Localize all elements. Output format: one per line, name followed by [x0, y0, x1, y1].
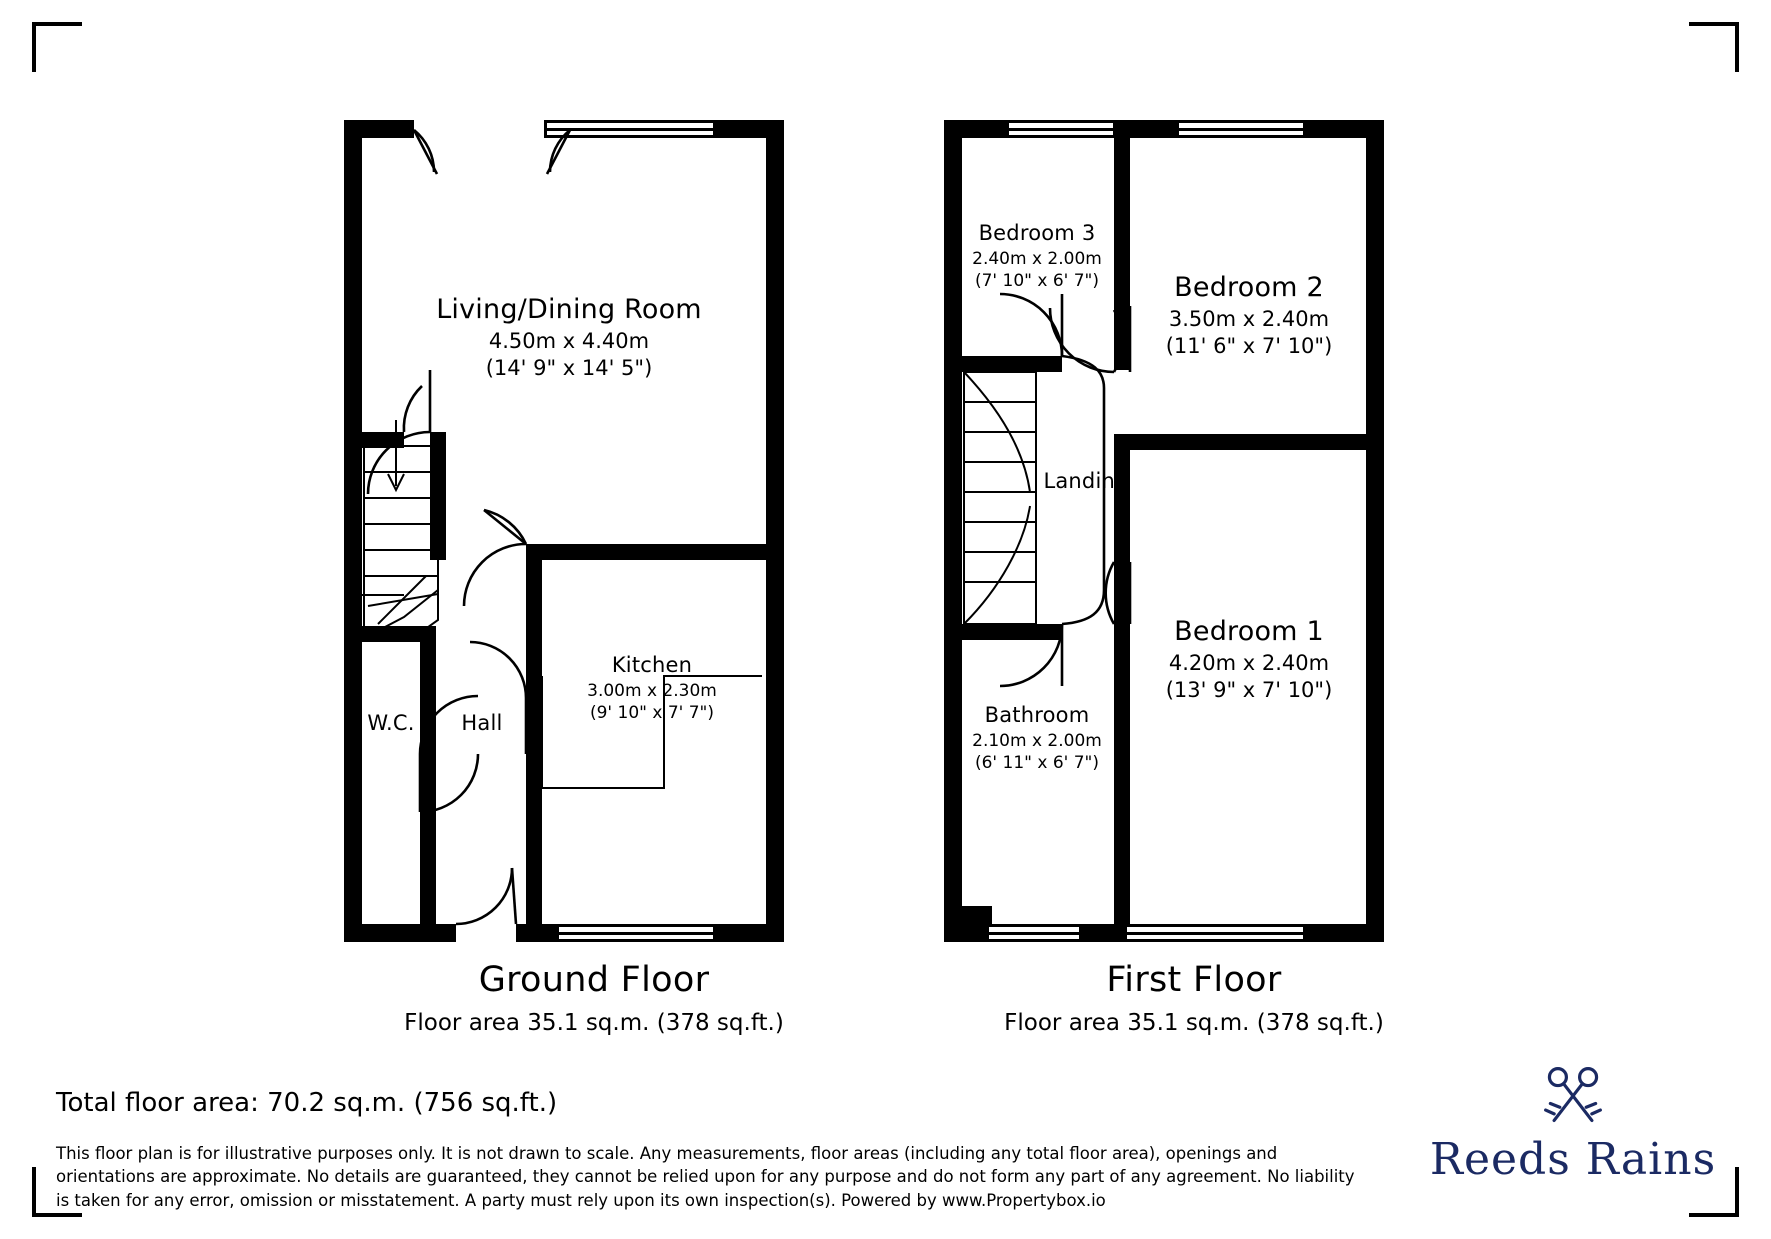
wall-hall-wc-divider — [362, 626, 420, 642]
wall-landing-left-upper — [962, 356, 1062, 372]
crop-mark-top-right — [1689, 22, 1739, 72]
first-floor-title: First Floor — [1106, 960, 1282, 1000]
ground-floor-area: Floor area 35.1 sq.m. (378 sq.ft.) — [404, 1010, 784, 1036]
brand-name: Reeds Rains — [1429, 1134, 1717, 1185]
wall-bedroom1-left — [1114, 434, 1130, 624]
wall-first-bottom-mid — [1076, 924, 1130, 942]
wall-ground-bottom-right — [712, 924, 784, 942]
wall-first-right — [1366, 120, 1384, 942]
first-floor-caption — [924, 960, 1464, 1036]
room-label-hall: Hall — [461, 711, 503, 735]
wall-bathroom-top — [962, 624, 1062, 640]
wall-bedroom2-bottom — [1114, 434, 1366, 450]
room-label-bathroom: Bathroom 2.10m x 2.00m (6' 11" x 6' 7") — [972, 703, 1102, 774]
wall-stair-right-upper — [430, 432, 446, 560]
crossed-keys-icon — [1513, 1062, 1633, 1128]
wall-hall-kitchen-divider — [526, 544, 542, 924]
wall-kitchen-top — [526, 544, 766, 560]
wall-wc-right — [420, 626, 436, 924]
ground-floor-caption — [324, 960, 864, 1036]
window-ground-rear — [556, 924, 716, 942]
total-floor-area: Total floor area: 70.2 sq.m. (756 sq.ft.) — [56, 1088, 558, 1118]
window-bedroom2 — [1176, 120, 1306, 138]
crop-mark-top-left — [32, 22, 82, 72]
window-ground-front — [544, 120, 716, 138]
window-bedroom1 — [1124, 924, 1306, 942]
room-label-bedroom3: Bedroom 3 2.40m x 2.00m (7' 10" x 6' 7") — [972, 221, 1102, 292]
disclaimer-text: This floor plan is for illustrative purposes only. It is not drawn to scale. Any measurements, floor areas (including any total floor area), openings and orientations are approximate. No details are guaranteed, they cannot be relied upon for any purpose and do not form any part of any agreement. No liability is taken for any error, omission or misstatement. A party must rely upon its own inspection(s). Powered by www.Propertybox.io — [56, 1144, 1355, 1210]
ground-floor-title: Ground Floor — [478, 960, 710, 1000]
window-bedroom3 — [1006, 120, 1116, 138]
room-label-wc: W.C. — [367, 711, 415, 735]
wall-ground-bottom-left — [344, 924, 456, 942]
room-label-kitchen: Kitchen 3.00m x 2.30m (9' 10" x 7' 7") — [587, 653, 717, 724]
room-label-bedroom1: Bedroom 1 4.20m x 2.40m (13' 9" x 7' 10") — [1165, 616, 1333, 703]
wall-ground-right — [766, 120, 784, 942]
room-label-landing: Landing — [1043, 469, 1129, 493]
first-floor-area: Floor area 35.1 sq.m. (378 sq.ft.) — [1004, 1010, 1384, 1036]
wall-ground-left — [344, 120, 362, 942]
room-label-living-dining: Living/Dining Room 4.50m x 4.40m (14' 9" x 14' 5") — [436, 294, 702, 381]
wall-first-bottom-right — [1300, 924, 1384, 942]
first-floor-plan — [944, 120, 1444, 942]
brand-logo — [1423, 1062, 1723, 1185]
ground-floor-plan — [344, 120, 844, 942]
room-label-bedroom2: Bedroom 2 3.50m x 2.40m (11' 6" x 7' 10") — [1165, 272, 1333, 359]
window-bathroom — [986, 924, 1082, 942]
wall-first-bottom-left — [944, 906, 992, 942]
wall-stair-head — [362, 432, 404, 448]
